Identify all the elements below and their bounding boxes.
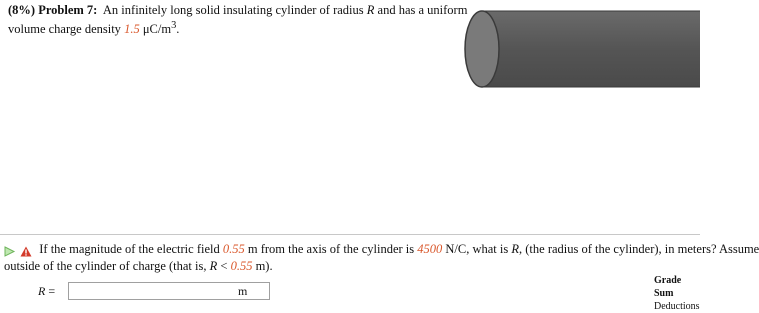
- cylinder-end-face: [465, 11, 499, 87]
- play-triangle-icon[interactable]: [4, 246, 15, 257]
- question-text-3: N/C, what is: [445, 242, 509, 256]
- distance-value: 0.55: [222, 242, 245, 256]
- question-line2-text-2: m).: [255, 259, 273, 274]
- question-text-2: m from the axis of the cylinder is: [247, 242, 415, 256]
- question-line2-text-1: outside of the cylinder of charge (that is,: [4, 259, 207, 274]
- grade-summary-title: Grade Sum: [654, 275, 682, 299]
- section-divider: [0, 234, 700, 235]
- problem-statement: [8, 3, 468, 37]
- radius-symbol: R: [366, 3, 375, 17]
- cylinder-body: [482, 11, 700, 87]
- question-line2-lt: <: [217, 259, 231, 274]
- problem-text-2: and has a uniform volume charge density: [8, 3, 468, 37]
- question-text-1: If the magnitude of the electric field: [39, 242, 220, 256]
- problem-end: .: [176, 22, 180, 37]
- answer-label: R =: [38, 284, 56, 298]
- problem-label: (8%) Problem 7:: [8, 3, 98, 17]
- answer-unit: m: [238, 284, 248, 298]
- question-text-4: , (the radius of the cylinder), in meters? Assume: [519, 242, 759, 256]
- cylinder-illustration: [460, 5, 700, 91]
- deductions-label: Deductions: [654, 301, 700, 312]
- grade-summary-panel: [654, 274, 700, 313]
- problem-text-1: An infinitely long solid insulating cylinder of radius: [102, 3, 364, 17]
- question-radius-symbol: R: [511, 242, 520, 256]
- density-unit: μC/m: [142, 22, 172, 37]
- field-value: 4500: [417, 242, 443, 256]
- warning-icon: [20, 246, 32, 257]
- density-value: 1.5: [124, 22, 140, 37]
- question-text: [4, 241, 759, 274]
- question-line2-symbol: R: [209, 259, 218, 274]
- density-exponent: 3: [171, 20, 177, 31]
- question-line2-value: 0.55: [230, 259, 253, 274]
